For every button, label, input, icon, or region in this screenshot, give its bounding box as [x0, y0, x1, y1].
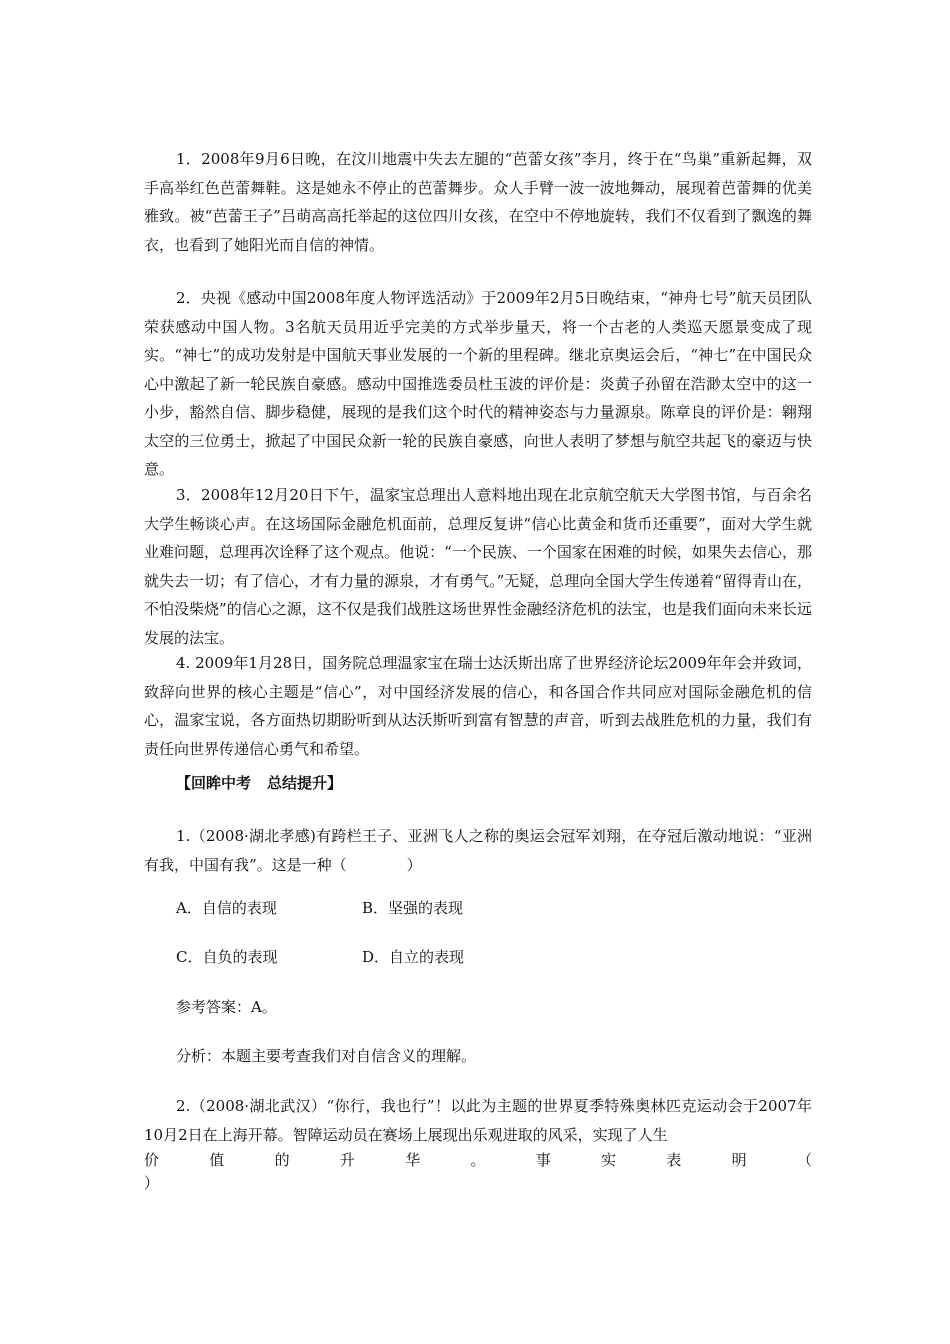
spread-char: 明 — [731, 1151, 747, 1169]
section-heading-right: 总结提升】 — [267, 774, 343, 792]
section-heading — [176, 772, 342, 793]
spread-char: 事 — [535, 1151, 551, 1169]
spread-char: 表 — [666, 1151, 682, 1169]
spread-char: 升 — [339, 1151, 355, 1169]
material-paragraph-3: 3．2008年12月20日下午，温家宝总理出人意料地出现在北京航空航天大学图书馆，与百余名大学生畅谈心声。在这场国际金融危机面前，总理反复讲“信心比黄金和货币还重要”，面对大学生就业难问题，总理再次诠释了这个观点。他说：“一个民族、一个国家在困难的时候，如果失去信心，那就失去一切；有了信心，才有力量的源泉，才有勇气。”无疑，总理向全国大学生传递着“留得青山在，不怕没柴烧”的信心之源，这不仅是我们战胜这场世界性金融经济危机的法宝，也是我们面向未来长远发展的法宝。 — [144, 486, 812, 647]
question-1-analysis: 分析：本题主要考查我们对自信含义的理解。 — [176, 1047, 477, 1065]
question-1-answer: 参考答案：A。 — [176, 998, 277, 1016]
material-paragraph-1: 1．2008年9月6日晚，在汶川地震中失去左腿的“芭蕾女孩”李月，终于在“鸟巢”重新起舞，双手高举红色芭蕾舞鞋。这是她永不停止的芭蕾舞步。众人手臂一波一波地舞动，展现着芭蕾舞的优美雅致。被“芭蕾王子”吕萌高高托举起的这位四川女孩，在空中不停地旋转，我们不仅看到了飘逸的舞衣，也看到了她阳光而自信的神情。 — [144, 150, 812, 254]
question-1-stem: 1.（2008·湖北孝感)有跨栏王子、亚洲飞人之称的奥运会冠军刘翔，在夺冠后激动地说：“亚洲有我，中国有我”。这是一种（ ） — [144, 827, 812, 874]
section-heading-left: 【回眸中考 — [176, 774, 252, 792]
question-2-spread-line — [144, 1149, 812, 1170]
question-1-option-b: B．坚强的表现 — [362, 899, 464, 917]
material-paragraph-4: 4. 2009年1月28日，国务院总理温家宝在瑞士达沃斯出席了世界经济论坛2009年年会并致词，致辞向世界的核心主题是“信心”，对中国经济发展的信心，和各国合作共同应对国际金融危机的信心，温家宝说，各方面热切期盼听到从达沃斯听到富有智慧的声音，听到去战胜危机的力量，我们有责任向世界传递信心勇气和希望。 — [144, 654, 812, 758]
spread-char: 价 — [144, 1151, 160, 1169]
question-1-option-d: D．自立的表现 — [362, 948, 465, 966]
question-2-stem: 2.（2008·湖北武汉）“你行，我也行”！以此为主题的世界夏季特殊奥林匹克运动会于2007年10月2日在上海开幕。智障运动员在赛场上展现出乐观进取的风采，实现了人生 — [144, 1097, 812, 1144]
spread-char: （ — [796, 1151, 812, 1169]
material-paragraph-2: 2．央视《感动中国2008年度人物评选活动》于2009年2月5日晚结束，“神舟七号”航天员团队荣获感动中国人物。3名航天员用近乎完美的方式举步量天，将一个古老的人类巡天愿景变成了现实。“神七”的成功发射是中国航天事业发展的一个新的里程碑。继北京奥运会后，“神七”在中国民众心中激起了新一轮民族自豪感。感动中国推选委员杜玉波的评价是：炎黄子孙留在浩渺太空中的这一小步，豁然自信、脚步稳健，展现的是我们这个时代的精神姿态与力量源泉。陈章良的评价是：翱翔太空的三位勇士，掀起了中国民众新一轮的民族自豪感，向世人表明了梦想与航空共起飞的豪迈与快意。 — [144, 289, 812, 478]
spread-char: 华 — [405, 1151, 421, 1169]
question-2-closing-paren: ） — [144, 1174, 160, 1192]
spread-char: 的 — [274, 1151, 290, 1169]
spread-char: 值 — [209, 1151, 225, 1169]
question-1-option-c: C．自负的表现 — [176, 948, 278, 966]
spread-char: 实 — [601, 1151, 617, 1169]
question-1-option-a: A．自信的表现 — [176, 899, 277, 917]
spread-char: 。 — [470, 1151, 486, 1169]
